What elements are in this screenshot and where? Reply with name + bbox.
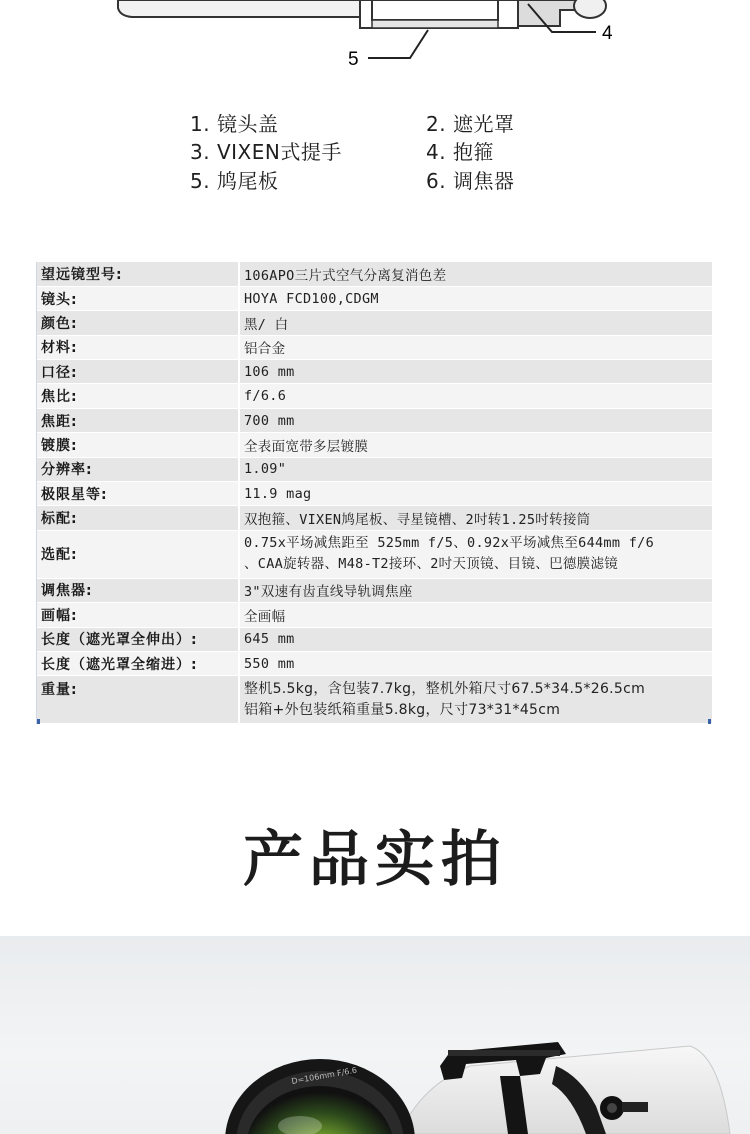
spec-value: 106APO三片式空气分离复消色差 (239, 262, 712, 286)
spec-label: 焦距: (37, 408, 239, 432)
spec-row (37, 651, 712, 675)
spec-row (37, 262, 712, 286)
spec-value: 1.09" (239, 457, 712, 481)
spec-value: 铝合金 (239, 335, 712, 359)
spec-label: 望远镜型号: (37, 262, 239, 286)
spec-label: 长度（遮光罩全伸出）: (37, 627, 239, 651)
part-1: 1. 镜头盖 (190, 112, 279, 136)
spec-row (37, 360, 712, 384)
spec-row (37, 433, 712, 457)
spec-value: 11.9 mag (239, 482, 712, 506)
spec-row (37, 627, 712, 651)
spec-label: 重量: (37, 676, 239, 724)
part-2: 2. 遮光罩 (426, 112, 515, 136)
spec-row (37, 578, 712, 602)
spec-value: 700 mm (239, 408, 712, 432)
spec-value: 550 mm (239, 651, 712, 675)
telescope-diagram (0, 0, 750, 80)
spec-label: 镀膜: (37, 433, 239, 457)
spec-label: 镜头: (37, 286, 239, 310)
telescope-tube (118, 0, 360, 17)
callout-5: 5 (348, 49, 359, 70)
spec-value-line: 整机5.5kg，含包装7.7kg，整机外箱尺寸67.5*34.5*26.5cm (244, 680, 646, 697)
spec-value (239, 530, 712, 578)
callout-line-5 (368, 30, 428, 58)
spec-label: 选配: (37, 530, 239, 578)
spec-value: 645 mm (239, 627, 712, 651)
spec-row (37, 384, 712, 408)
product-photo (0, 936, 750, 1134)
part-3: 3. VIXEN式提手 (190, 140, 342, 164)
spec-row (37, 335, 712, 359)
spec-label: 画幅: (37, 603, 239, 627)
spec-value-line: 0.75x平场减焦距至 525mm f/5、0.92x平场减焦至644mm f/6 (244, 535, 655, 552)
spec-label: 长度（遮光罩全缩进）: (37, 651, 239, 675)
spec-row (37, 408, 712, 432)
table-corner-mark (708, 719, 711, 724)
spec-table (37, 262, 712, 724)
spec-label: 标配: (37, 506, 239, 530)
spec-label: 焦比: (37, 384, 239, 408)
spec-value: 双抱箍、VIXEN鸠尾板、寻星镜槽、2吋转1.25吋转接筒 (239, 506, 712, 530)
spec-value: 3"双速有齿直线导轨调焦座 (239, 578, 712, 602)
spec-row (37, 676, 712, 724)
spec-value: f/6.6 (239, 384, 712, 408)
part-5: 5. 鸠尾板 (190, 169, 279, 193)
callout-4: 4 (602, 23, 613, 44)
section-heading: 产品实拍 (243, 825, 507, 895)
spec-row (37, 506, 712, 530)
spec-row (37, 603, 712, 627)
telescope-photo-illustration (0, 936, 750, 1134)
spec-row (37, 311, 712, 335)
spec-row (37, 457, 712, 481)
spec-label: 口径: (37, 360, 239, 384)
table-corner-mark (37, 719, 40, 724)
spec-label: 颜色: (37, 311, 239, 335)
part-6: 6. 调焦器 (426, 169, 515, 193)
spec-row (37, 286, 712, 310)
lens-ring-text: D=106mm F/6.6 (290, 1065, 358, 1086)
spec-value: 全表面宽带多层镀膜 (239, 433, 712, 457)
spec-label: 材料: (37, 335, 239, 359)
spec-value (239, 676, 712, 724)
spec-row (37, 482, 712, 506)
spec-row (37, 530, 712, 578)
spec-value: 106 mm (239, 360, 712, 384)
spec-label: 调焦器: (37, 578, 239, 602)
spec-value-line: 铝箱+外包装纸箱重量5.8kg，尺寸73*31*45cm (244, 701, 561, 718)
spec-value: 全画幅 (239, 603, 712, 627)
part-4: 4. 抱箍 (426, 140, 494, 164)
spec-value-line: 、CAA旋转器、M48-T2接环、2吋天顶镜、目镜、巴德膜滤镜 (244, 556, 619, 573)
spec-value: HOYA FCD100,CDGM (239, 286, 712, 310)
spec-value: 黑/ 白 (239, 311, 712, 335)
spec-label: 极限星等: (37, 482, 239, 506)
spec-label: 分辨率: (37, 457, 239, 481)
